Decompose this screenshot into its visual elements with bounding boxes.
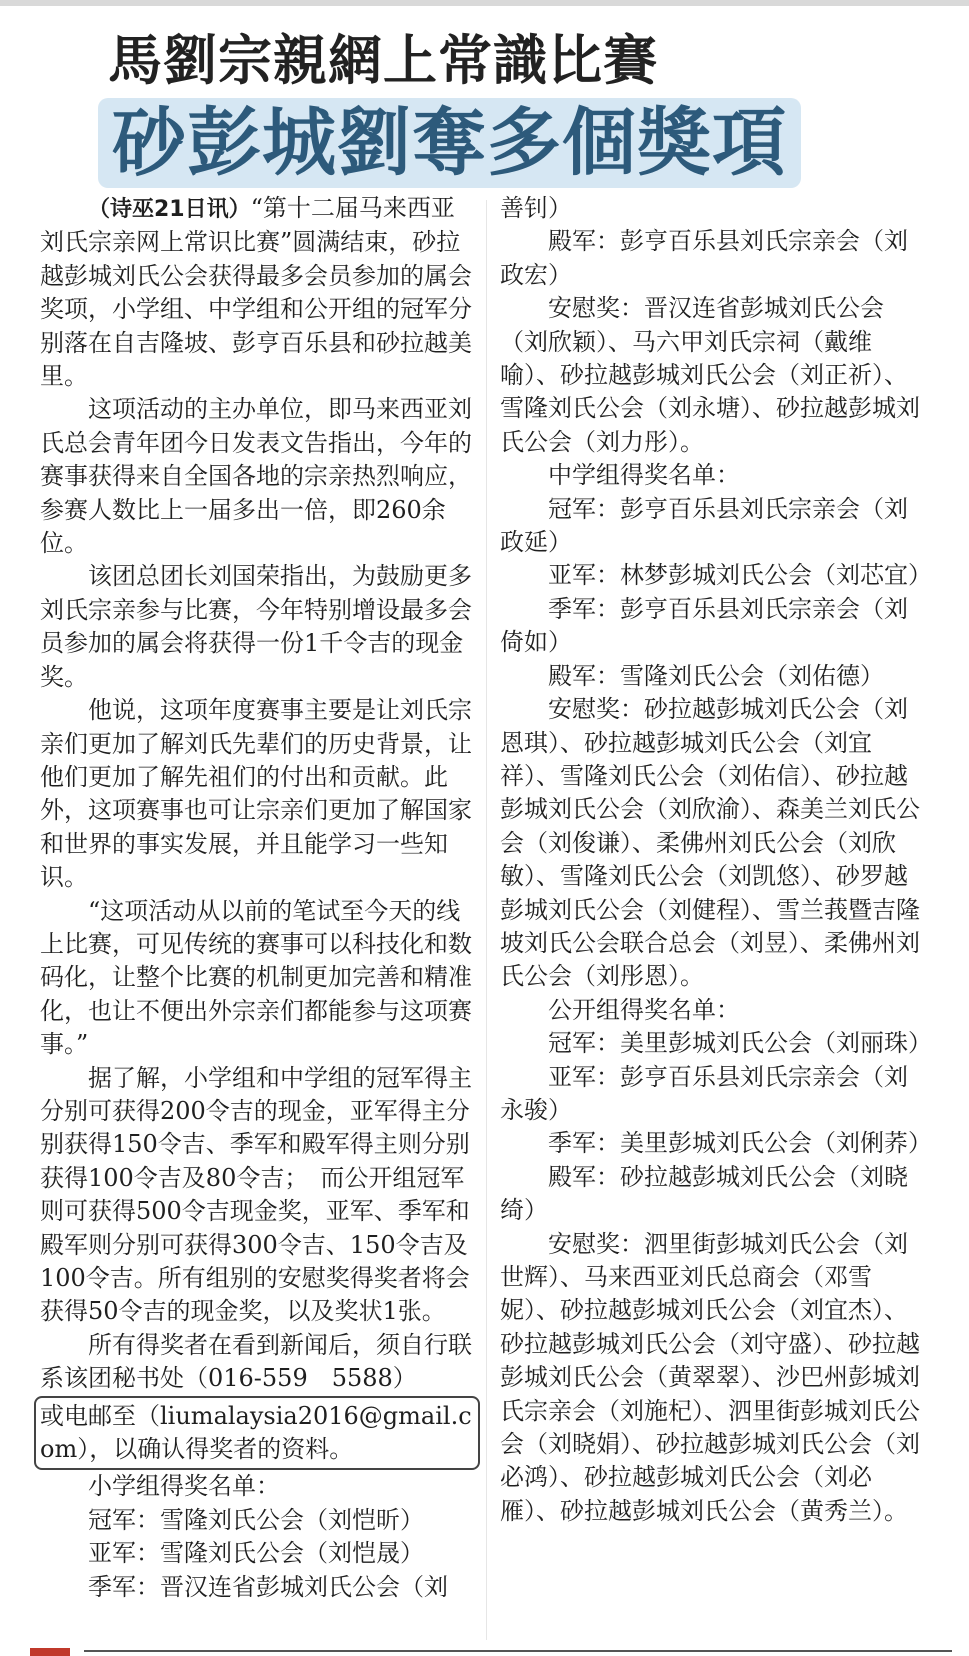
article-paragraph — [40, 192, 472, 393]
article-paragraph: 这项活动的主办单位，即马来西亚刘氏总会青年团今日发表文告指出，今年的赛事获得来自全国各地的宗亲热烈响应，参赛人数比上一届多出一倍，即260余位。 — [40, 395, 472, 558]
article-paragraph: 他说，这项年度赛事主要是让刘氏宗亲们更加了解刘氏先辈们的历史背景，让他们更加了解先祖们的付出和贡献。此外，这项赛事也可让宗亲们更加了解国家和世界的事实发展，并且能学习一些知识。 — [40, 696, 472, 892]
article-paragraph: “这项活动从以前的笔试至今天的线上比赛，可见传统的赛事可以科技化和数码化，让整个比赛的机制更加完善和精准化，也让不便出外宗亲们都能参与这项赛事。” — [40, 896, 472, 1059]
top-rule — [0, 0, 969, 6]
list-heading: 小学组得奖名单： — [88, 1472, 280, 1501]
contact-email-box: 或电邮至（liumalaysia2016@gmail.com），以确认得奖者的资料。 — [34, 1396, 480, 1471]
bottom-rule — [84, 1650, 952, 1652]
list-item: 亚军：雪隆刘氏公会（刘恺晟） — [88, 1539, 424, 1568]
list-heading: 公开组得奖名单： — [548, 995, 740, 1024]
article-paragraph: 所有得奖者在看到新闻后，须自行联系该团秘书处（016-559 5588） — [40, 1330, 472, 1393]
dateline: （诗巫21日讯） — [88, 197, 251, 222]
headline-primary: 馬劉宗親網上常識比賽 — [108, 29, 658, 92]
list-item: 善钊） — [500, 194, 572, 222]
list-item: 安慰奖：砂拉越彭城刘氏公会（刘恩琪）、砂拉越彭城刘氏公会（刘宜祥）、雪隆刘氏公会（刘佑信）、砂拉越彭城刘氏公会（刘欣渝）、森美兰刘氏公会（刘俊谦）、柔佛州刘氏公会（刘欣敏）、雪隆刘氏公会（刘凯悠）、砂罗越彭城刘氏公会（刘健程）、雪兰莪暨吉隆坡刘氏公会联合总会（刘昱）、柔佛州刘氏公会（刘彤恩）。 — [500, 695, 920, 991]
list-item: 殿军：雪隆刘氏公会（刘佑德） — [548, 661, 884, 690]
article-paragraph: 据了解，小学组和中学组的冠军得主分别可获得200令吉的现金，亚军得主分别获得150令吉、季军和殿军得主则分别获得100令吉及80令吉； 而公开组冠军则可获得500令吉现金奖，亚军、季军和殿军则分别可获得300令吉、150令吉及100令吉。所有组别的安慰奖得奖者将会获得50令吉的现金奖，以及奖状1张。 — [40, 1063, 472, 1326]
list-item: 季军：晋汉连省彭城刘氏公会（刘 — [88, 1572, 448, 1601]
list-heading: 中学组得奖名单： — [548, 461, 740, 490]
page-marker — [30, 1648, 70, 1656]
paragraph-text: “第十二届马来西亚刘氏宗亲网上常识比赛”圆满结束，砂拉越彭城刘氏公会获得最多会员参加的属会奖项，小学组、中学组和公开组的冠军分别落在自吉隆坡、彭亨百乐县和砂拉越美里。 — [40, 194, 472, 391]
article-column-right — [500, 192, 932, 1528]
list-item: 季军：美里彭城刘氏公会（刘俐荞） — [548, 1129, 932, 1158]
list-item: 冠军：美里彭城刘氏公会（刘丽珠） — [548, 1029, 932, 1058]
column-divider — [486, 200, 487, 1640]
list-item: 殿军：砂拉越彭城刘氏公会（刘晓绮） — [500, 1162, 908, 1225]
list-item: 殿军：彭亨百乐县刘氏宗亲会（刘政宏） — [500, 227, 908, 289]
article-column-left — [40, 192, 472, 1604]
headline-secondary: 砂彭城劉奪多個獎項 — [98, 98, 801, 188]
list-item: 安慰奖：泗里街彭城刘氏公会（刘世辉）、马来西亚刘氏总商会（邓雪妮）、砂拉越彭城刘氏公会（刘宜杰）、砂拉越彭城刘氏公会（刘守盛）、砂拉越彭城刘氏公会（黄翠翠）、沙巴州彭城刘氏宗亲会（刘施杞）、泗里街彭城刘氏公会（刘晓娟）、砂拉越彭城刘氏公会（刘必鸿）、砂拉越彭城刘氏公会（刘必雁）、砂拉越彭城刘氏公会（黄秀兰）。 — [500, 1229, 920, 1525]
list-item: 安慰奖：晋汉连省彭城刘氏公会（刘欣颖）、马六甲刘氏宗祠（戴维喻）、砂拉越彭城刘氏公会（刘正祈）、雪隆刘氏公会（刘永塘）、砂拉越彭城刘氏公会（刘力彤）。 — [500, 294, 920, 456]
list-item: 亚军：林梦彭城刘氏公会（刘芯宜） — [548, 561, 932, 590]
list-item: 冠军：雪隆刘氏公会（刘恺昕） — [88, 1505, 424, 1534]
article-paragraph: 该团总团长刘国荣指出，为鼓励更多刘氏宗亲参与比赛，今年特别增设最多会员参加的属会将获得一份1千令吉的现金奖。 — [40, 562, 472, 691]
list-item: 季军：彭亨百乐县刘氏宗亲会（刘倚如） — [500, 594, 908, 657]
list-item: 冠军：彭亨百乐县刘氏宗亲会（刘政延） — [500, 494, 908, 557]
list-item: 亚军：彭亨百乐县刘氏宗亲会（刘永骏） — [500, 1062, 908, 1124]
